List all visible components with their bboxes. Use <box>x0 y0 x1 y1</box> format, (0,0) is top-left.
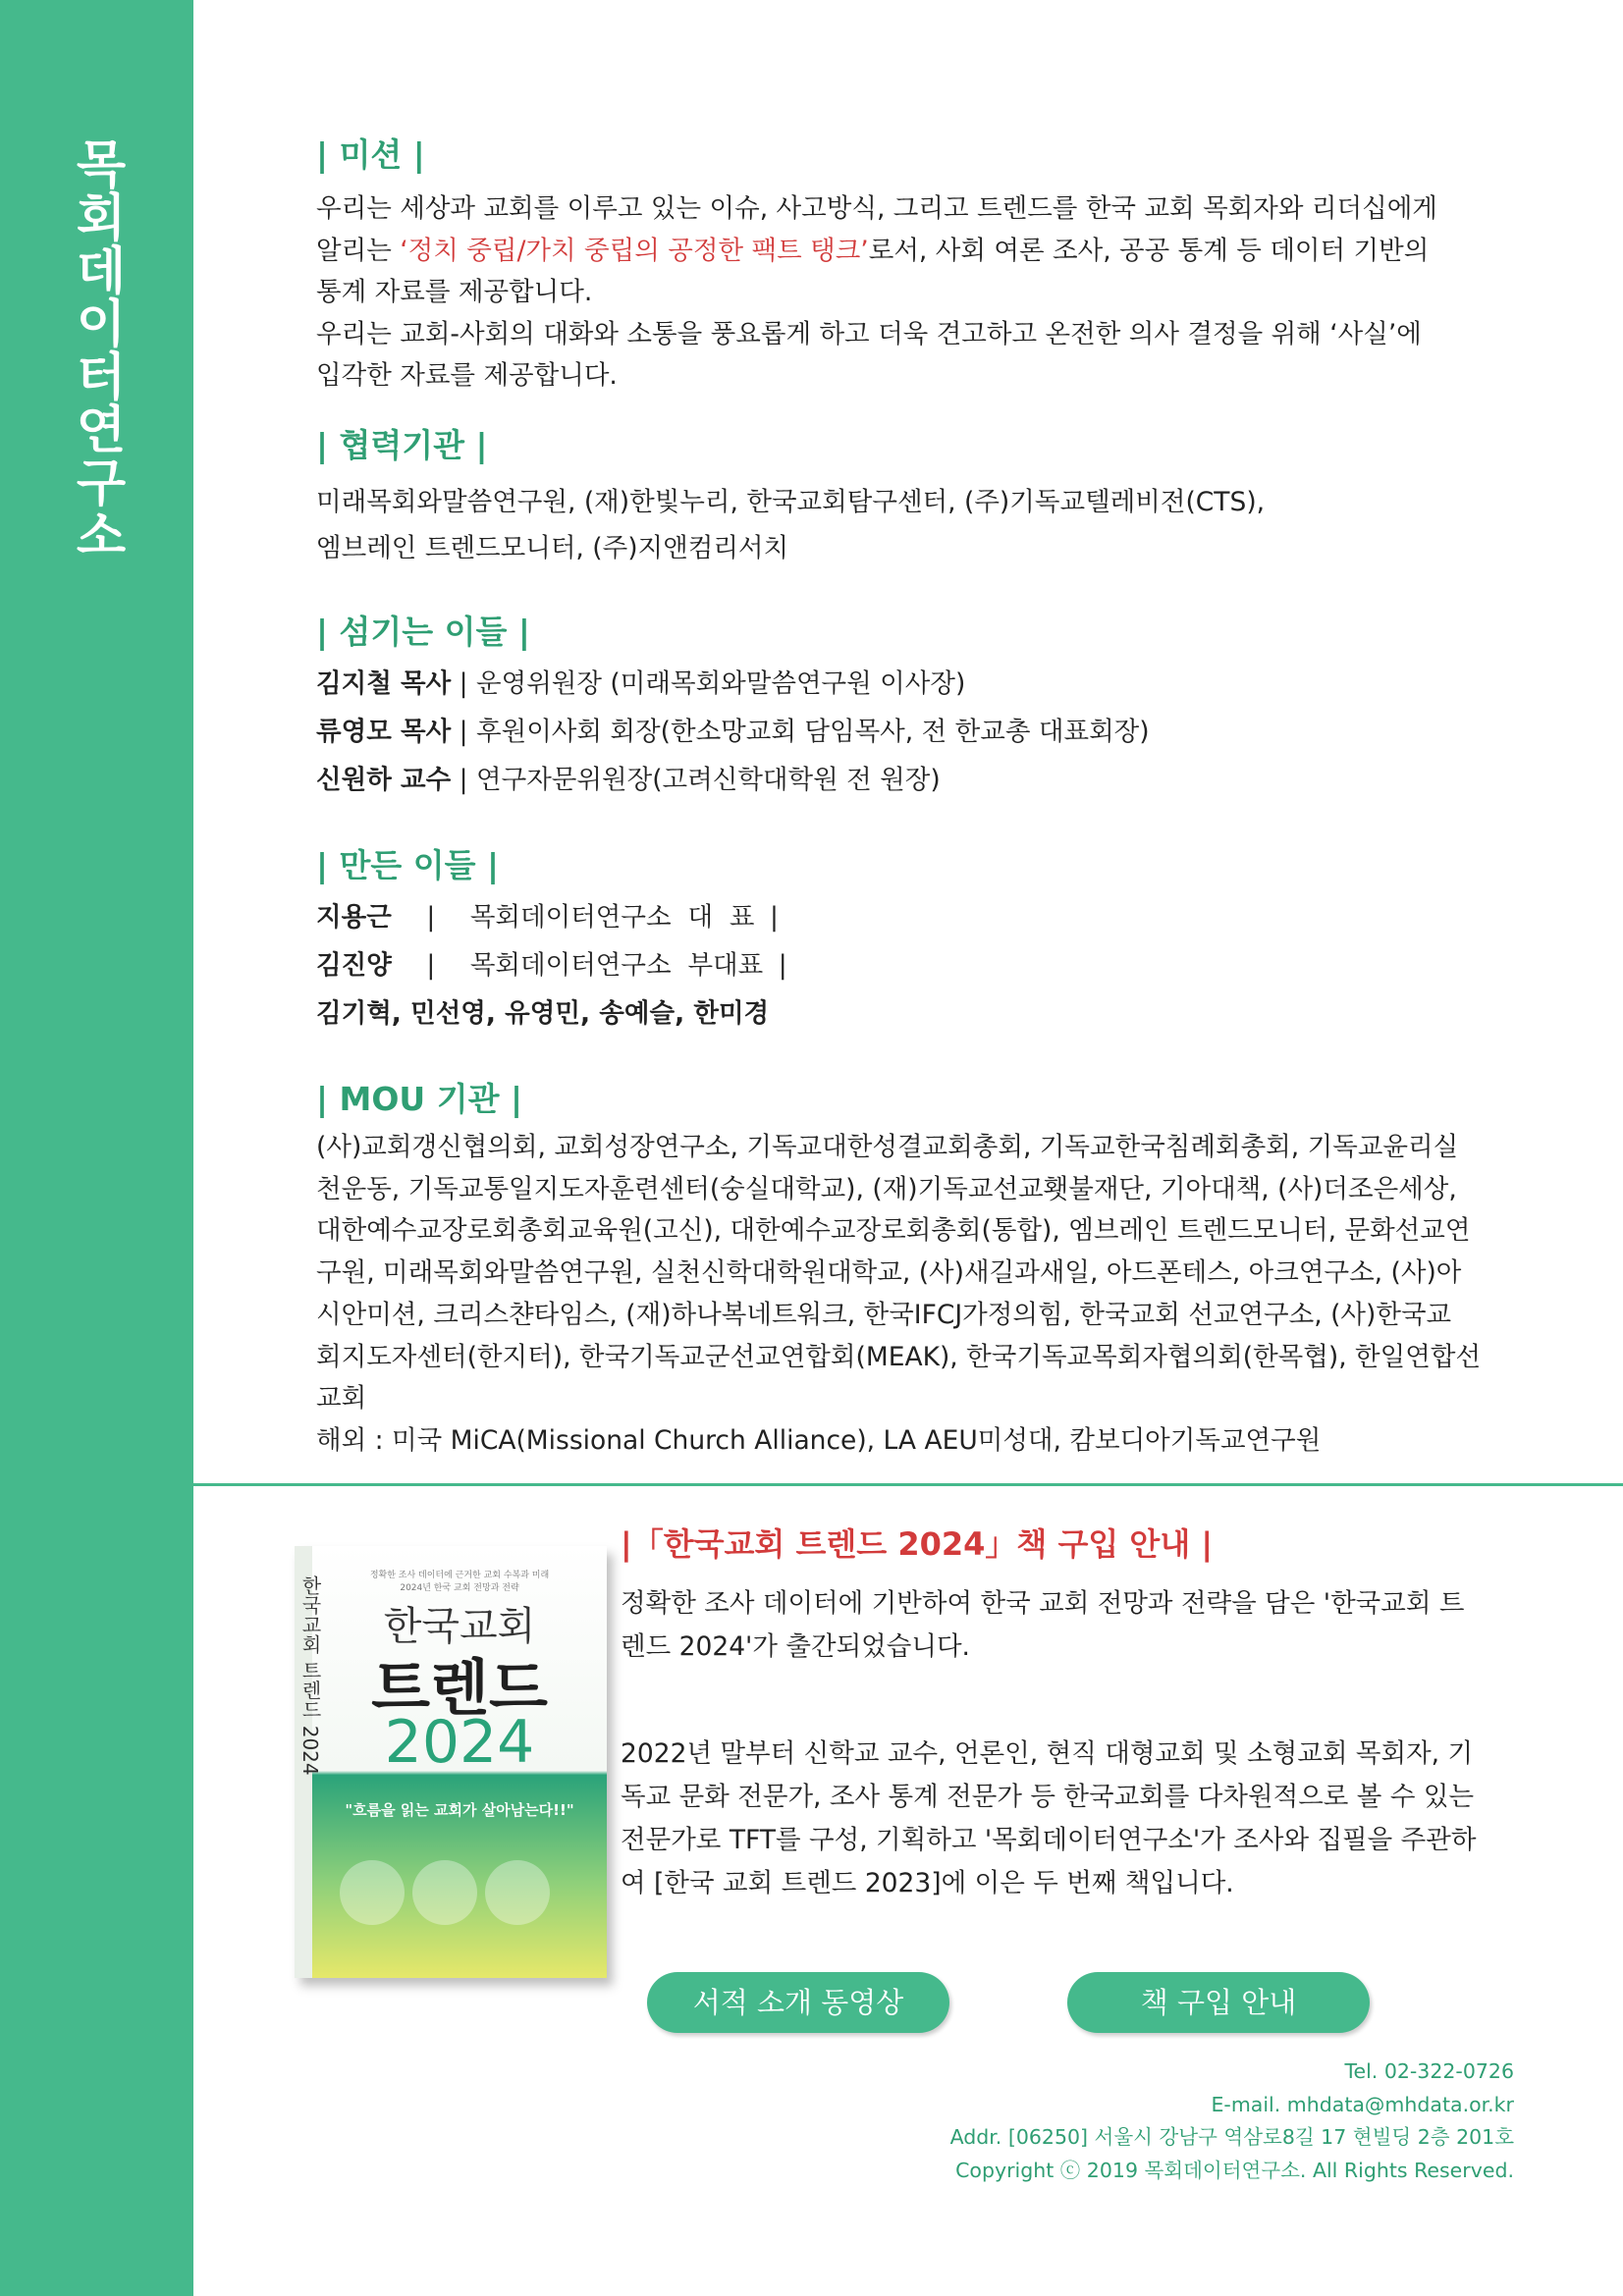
book-description-line: 독교 문화 전문가, 조사 통계 전문가 등 한국교회를 다차원적으로 볼 수 있는 <box>621 1782 1475 1812</box>
partners-heading: | 협력기관 | <box>316 426 488 464</box>
book-intro-line: 정확한 조사 데이터에 기반하여 한국 교회 전망과 전략을 담은 '한국교회 트 <box>621 1588 1465 1619</box>
servant-name: 김지철 목사 <box>316 668 452 699</box>
mission-line: 우리는 교회-사회의 대화와 소통을 풍요롭게 하고 더욱 견고하고 온전한 의사 결정을 위해 ‘사실’에 <box>316 318 1422 349</box>
book-description-line: 2022년 말부터 신학교 교수, 언론인, 현직 대형교회 및 소형교회 목회자, 기 <box>621 1738 1474 1769</box>
mou-line: 시안미션, 크리스챤타임스, (재)하나복네트워크, 한국IFCJ가정의힘, 한국교회 선교연구소, (사)한국교 <box>316 1299 1452 1330</box>
fact-tank-highlight: ‘정치 중립/가치 중립의 공정한 팩트 탱크’ <box>400 235 869 266</box>
contact-address: Addr. [06250] 서울시 강남구 역삼로8길 17 현빌딩 2층 201호 <box>949 2125 1514 2149</box>
mou-line: 회지도자센터(한지터), 한국기독교군선교연합회(MEAK), 한국기독교목회자협의회(한목협), 한일연합선 <box>316 1341 1482 1372</box>
maker-separator-end: | <box>778 950 787 981</box>
contact-info <box>827 2056 1514 2187</box>
sidebar <box>0 0 193 2296</box>
book-cover-title-1: 한국교회 <box>383 1604 536 1649</box>
mission-line-post: 로서, 사회 여론 조사, 공공 통계 등 데이터 기반의 <box>868 235 1430 266</box>
mission-line: 통계 자료를 제공합니다. <box>316 277 593 307</box>
maker-separator: | <box>426 950 436 981</box>
mou-line: (사)교회갱신협의회, 교회성장연구소, 기독교대한성결교회총회, 기독교한국침례회총회, 기독교윤리실 <box>316 1132 1459 1162</box>
book-description <box>621 1733 1485 1905</box>
book-spine-text: 한국교회 트렌드 2024 <box>298 1575 322 1776</box>
copyright: Copyright ⓒ 2019 목회데이터연구소. All Rights Reserved. <box>955 2158 1514 2182</box>
partners-line: 미래목회와말씀연구원, (재)한빛누리, 한국교회탐구센터, (주)기독교텔레비전(CTS), <box>316 487 1266 517</box>
book-cover-title-2: 트렌드 <box>371 1652 548 1724</box>
servants-list <box>316 660 1485 804</box>
book-heading: |「한국교회 트렌드 2024」책 구입 안내 | <box>621 1525 1214 1563</box>
book-cover-image <box>295 1546 607 1978</box>
contact-tel: Tel. 02-322-0726 <box>1344 2059 1514 2083</box>
mou-line: 구원, 미래목회와말씀연구원, 실천신학대학원대학교, (사)새길과새일, 아드폰테스, 아크연구소, (사)아 <box>316 1257 1462 1289</box>
makers-list <box>316 893 1485 1038</box>
maker-separator: | <box>426 902 436 933</box>
mou-heading: | MOU 기관 | <box>316 1080 523 1118</box>
book-purchase-button[interactable]: 책 구입 안내 <box>1067 1972 1370 2033</box>
book-intro <box>621 1582 1485 1669</box>
maker-role: 목회데이터연구소 부대표 <box>469 950 764 981</box>
mou-text <box>316 1127 1485 1463</box>
mission-heading: | 미션 | <box>316 135 425 174</box>
servant-item <box>316 708 1485 756</box>
servants-heading: | 섬기는 이들 | <box>316 613 530 651</box>
book-intro-line: 렌드 2024'가 출간되었습니다. <box>621 1631 970 1662</box>
maker-staff: 김기혁, 민선영, 유영민, 송예슬, 한미경 <box>316 998 770 1029</box>
book-cover-decoration <box>340 1860 579 1919</box>
sidebar-title: 목회데이터연구소 <box>66 137 126 561</box>
servant-item <box>316 660 1485 708</box>
mou-line: 대한예수교장로회총회교육원(고신), 대한예수교장로회총회(통합), 엠브레인 트렌드모니터, 문화선교연 <box>316 1215 1471 1247</box>
maker-item <box>316 893 1485 941</box>
mou-overseas: 해외 : 미국 MiCA(Missional Church Alliance), LA AEU미성대, 캄보디아기독교연구원 <box>316 1424 1322 1456</box>
book-description-line: 전문가로 TFT를 구성, 기획하고 '목회데이터연구소'가 조사와 집필을 주관하 <box>621 1825 1477 1855</box>
mission-text <box>316 188 1485 398</box>
partners-line: 엠브레인 트렌드모니터, (주)지앤컴리서치 <box>316 533 789 563</box>
book-cover-subtitle: 정확한 조사 데이터에 근거한 교회 수복과 미래 2024년 한국 교회 전망과 전략 <box>369 1571 550 1593</box>
mou-line: 천운동, 기독교통일지도자훈련센터(숭실대학교), (재)기독교선교횃불재단, 기아대책, (사)더조은세상, <box>316 1173 1457 1204</box>
servant-item <box>316 756 1485 804</box>
contact-email[interactable]: E-mail. mhdata@mhdata.or.kr <box>1211 2092 1514 2116</box>
maker-item <box>316 941 1485 989</box>
mission-line-highlight <box>316 231 1485 273</box>
mission-line: 입각한 자료를 제공합니다. <box>316 360 618 391</box>
book-cover-title-3: 2024 <box>384 1708 535 1777</box>
makers-heading: | 만든 이들 | <box>316 846 500 884</box>
servant-role: | 운영위원장 (미래목회와말씀연구원 이사장) <box>451 668 966 699</box>
servant-name: 신원하 교수 <box>316 765 452 795</box>
maker-name: 김진양 <box>316 950 392 981</box>
book-cover-quote: "흐름을 읽는 교회가 살아남는다!!" <box>345 1801 574 1819</box>
maker-role: 목회데이터연구소 대 표 <box>469 902 755 933</box>
servant-name: 류영모 목사 <box>316 717 452 747</box>
partners-text <box>316 479 1485 571</box>
maker-separator-end: | <box>770 902 779 933</box>
mission-line-pre: 알리는 <box>316 235 401 266</box>
maker-name: 지용근 <box>316 902 392 933</box>
section-divider <box>193 1483 1623 1486</box>
servant-role: | 후원이사회 회장(한소망교회 담임목사, 전 한교총 대표회장) <box>451 717 1150 747</box>
mission-line: 우리는 세상과 교회를 이루고 있는 이슈, 사고방식, 그리고 트렌드를 한국 교회 목회자와 리더십에게 <box>316 193 1437 224</box>
servant-role: | 연구자문위원장(고려신학대학원 전 원장) <box>451 765 941 795</box>
book-description-line: 여 [한국 교회 트렌드 2023]에 이은 두 번째 책입니다. <box>621 1868 1234 1898</box>
mou-line: 교회 <box>316 1383 367 1415</box>
book-video-button[interactable]: 서적 소개 동영상 <box>647 1972 949 2033</box>
